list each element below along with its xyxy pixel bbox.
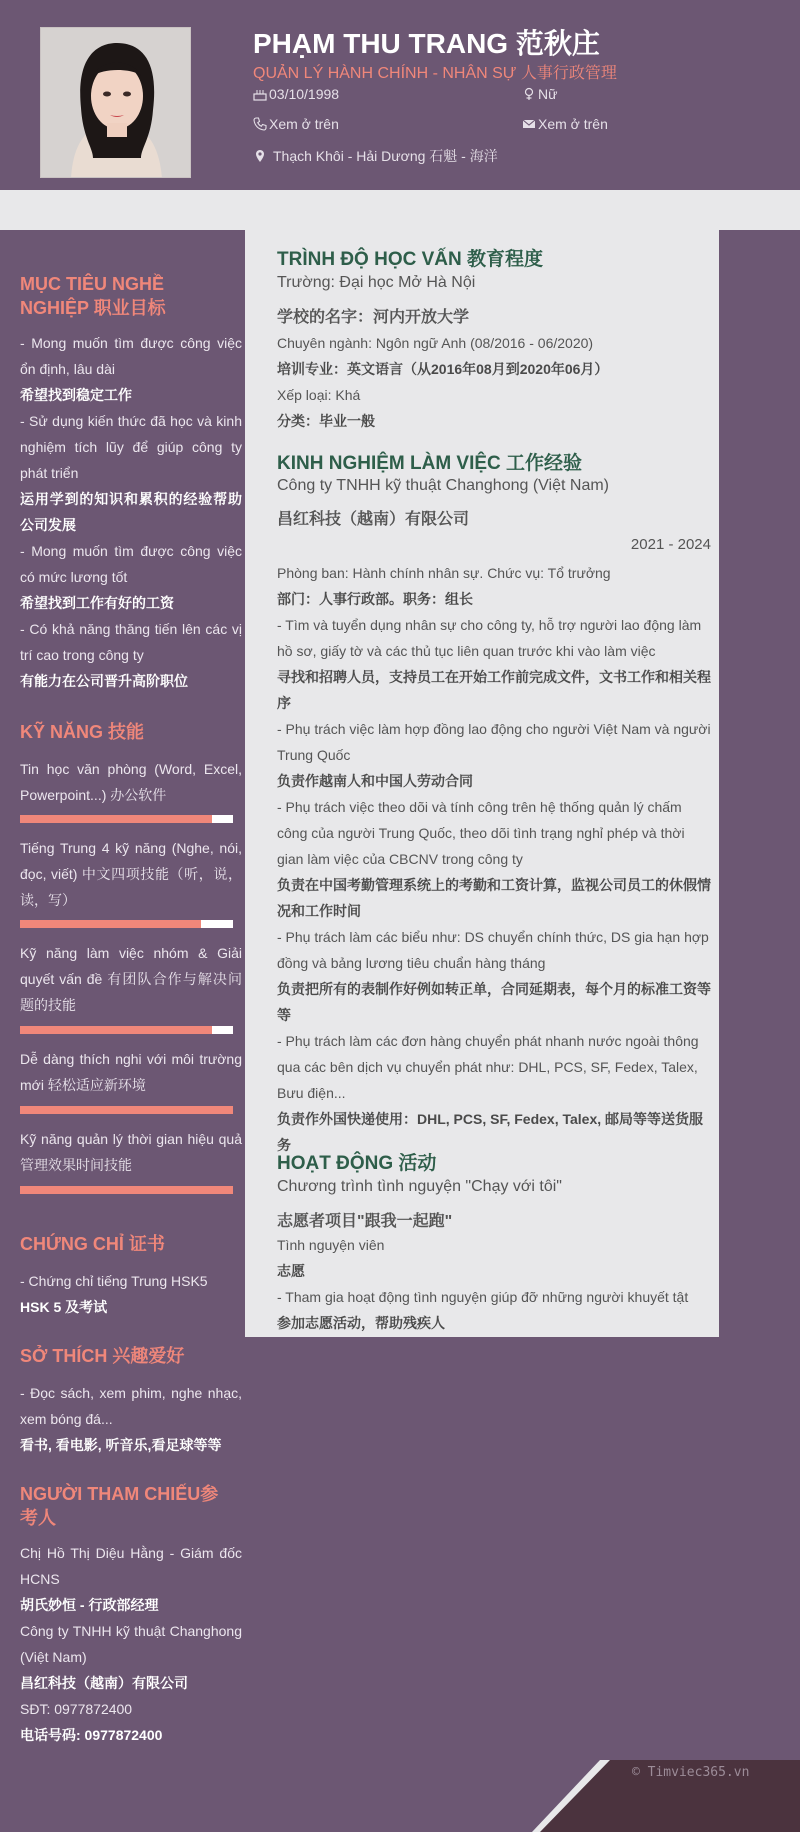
skill-bar (20, 1186, 233, 1194)
experience-line: 负责在中国考勤管理系统上的考勤和工资计算，监视公司员工的休假情况和工作时间 (277, 877, 711, 919)
experience-line: - Phụ trách việc theo dõi và tính công trên hệ thống quản lý chấm công của người Trung Quốc, theo dõi tình trạng nghỉ phép và thời gian làm việc của CBCNV trong công ty (277, 799, 685, 867)
envelope-icon (522, 117, 536, 131)
activity-line: Tình nguyện viên (277, 1237, 385, 1253)
email-value: Xem ở trên (538, 116, 608, 132)
experience-line: 负责把所有的表制作好例如转正单，合同延期表，每个月的标准工资等等 (277, 981, 711, 1023)
phone-row (253, 116, 339, 132)
female-icon (522, 87, 536, 101)
career-item-cn: 运用学到的知识和累积的经验帮助公司发展 (20, 491, 242, 533)
career-item: - Mong muốn tìm được công việc có mức lương tốt (20, 543, 242, 585)
education-school-cn: 学校的名字：河内开放大学 (277, 309, 470, 326)
skill-label: Kỹ năng quản lý thời gian hiệu quả 管理效果时间技能 (20, 1131, 242, 1173)
skills-heading: KỸ NĂNG 技能 (20, 722, 145, 742)
skill-bar-fill (20, 1186, 233, 1194)
reference-line: Chị Hồ Thị Diệu Hằng - Giám đốc HCNS (20, 1545, 242, 1587)
career-item-cn: 有能力在公司晋升高阶职位 (20, 673, 188, 689)
job-title: QUẢN LÝ HÀNH CHÍNH - NHÂN SỰ 人事行政管理 (253, 65, 617, 82)
reference-line: SĐT: 0977872400 (20, 1701, 133, 1717)
hobby-item: - Đọc sách, xem phim, nghe nhạc, xem bóng đá... (20, 1385, 242, 1427)
career-item-cn: 希望找到稳定工作 (20, 387, 132, 403)
address-row (253, 146, 498, 166)
phone-value: Xem ở trên (269, 116, 339, 132)
location-pin-icon (253, 149, 267, 163)
gender-row (522, 86, 557, 102)
experience-line: Phòng ban: Hành chính nhân sự. Chức vụ: Tổ trưởng (277, 565, 611, 581)
cake-icon (253, 87, 267, 101)
education-major-cn: 培训专业：英文语言（从2016年08月到2020年06月） (277, 361, 609, 377)
skill-bar-fill (20, 920, 201, 928)
skill-label: Tin học văn phòng (Word, Excel, Powerpoint...) 办公软件 (20, 761, 242, 803)
hobbies-heading: SỞ THÍCH 兴趣爱好 (20, 1346, 185, 1366)
experience-line: 负责作外国快递使用：DHL, PCS, SF, Fedex, Talex, 邮局等等送货服务 (277, 1111, 704, 1153)
skill-label: Tiếng Trung 4 kỹ năng (Nghe, nói, đọc, viết) 中文四项技能（听，说，读，写） (20, 840, 242, 908)
reference-line: 电话号码: 0977872400 (20, 1727, 163, 1743)
experience-heading: KINH NGHIỆM LÀM VIỆC 工作经验 (277, 453, 583, 474)
experience-line: 负责作越南人和中国人劳动合同 (277, 773, 473, 789)
email-row (522, 116, 608, 132)
dob-value: 03/10/1998 (269, 86, 340, 102)
address-value: Thạch Khôi - Hải Dương 石魁 - 海洋 (273, 148, 498, 164)
experience-line: 寻找和招聘人员，支持员工在开始工作前完成文件，文书工作和相关程序 (277, 669, 711, 711)
watermark: © Timviec365.vn (632, 1765, 750, 1780)
career-item-cn: 希望找到工作有好的工资 (20, 595, 174, 611)
phone-icon (253, 117, 267, 131)
activity-line: - Tham gia hoạt động tình nguyện giúp đỡ những người khuyết tật (277, 1289, 689, 1305)
experience-company: Công ty TNHH kỹ thuật Changhong (Việt Nam) (277, 477, 610, 494)
experience-company-cn: 昌红科技（越南）有限公司 (277, 511, 470, 528)
activity-line: 参加志愿活动，帮助残疾人 (277, 1315, 445, 1331)
skill-label: Dễ dàng thích nghi với môi trường mới 轻松适应新环境 (20, 1051, 242, 1093)
skill-bar-fill (20, 1106, 233, 1114)
activity-line: 志愿 (277, 1263, 305, 1279)
experience-line: - Phụ trách làm các biểu như: DS chuyển chính thức, DS gia hạn hợp đồng và bảng lương tiêu chuẩn hàng tháng (277, 929, 709, 971)
skill-bar (20, 1106, 233, 1114)
experience-line: - Tìm và tuyển dụng nhân sự cho công ty, hỗ trợ người lao động làm hồ sơ, giấy tờ và các thủ tục liên quan trước khi vào làm việc (277, 617, 702, 659)
experience-period: 2021 - 2024 (630, 536, 711, 553)
education-grade: Xếp loại: Khá (277, 387, 361, 403)
certificates-heading: CHỨNG CHỈ 证书 (20, 1234, 165, 1254)
education-school: Trường: Đại học Mở Hà Nội (277, 274, 476, 291)
cv-header (0, 0, 800, 190)
skill-bar (20, 1026, 233, 1034)
dob-row (253, 86, 339, 102)
career-item: - Có khả năng thăng tiến lên các vị trí cao trong công ty (20, 621, 242, 663)
references-heading: NGƯỜI THAM CHIẾU参考人 (20, 1484, 219, 1528)
education-heading: TRÌNH ĐỘ HỌC VẤN 教育程度 (277, 249, 544, 270)
reference-line: 昌红科技（越南）有限公司 (20, 1675, 188, 1691)
skill-bar-fill (20, 1026, 212, 1034)
education-grade-cn: 分类：毕业一般 (277, 413, 375, 429)
activity-program-cn: 志愿者项目"跟我一起跑" (277, 1213, 453, 1230)
skill-bar (20, 815, 233, 823)
career-objective-heading: MỤC TIÊU NGHỀ NGHIỆP 职业目标 (20, 274, 166, 318)
education-major: Chuyên ngành: Ngôn ngữ Anh (08/2016 - 06/2020) (277, 335, 594, 351)
header-divider-band (0, 190, 800, 230)
right-column (245, 230, 719, 1337)
experience-line: - Phụ trách làm các đơn hàng chuyển phát nhanh nước ngoài thông qua các bên dịch vụ chuyển phát như: DHL, PCS, SF, Fedex, Talex, Bưu điện... (277, 1033, 699, 1101)
gender-value: Nữ (538, 86, 558, 102)
reference-line: Công ty TNHH kỹ thuật Changhong (Việt Nam) (20, 1623, 242, 1665)
experience-line: - Phụ trách việc làm hợp đồng lao động cho người Việt Nam và người Trung Quốc (277, 721, 711, 763)
skill-label: Kỹ năng làm việc nhóm & Giải quyết vấn đề 有团队合作与解决问题的技能 (20, 945, 242, 1013)
experience-line: 部门：人事行政部。职务：组长 (277, 591, 473, 607)
hobby-item-cn: 看书, 看电影, 听音乐,看足球等等 (20, 1437, 222, 1453)
skill-bar (20, 920, 233, 928)
activity-program: Chương trình tình nguyện "Chạy với tôi" (277, 1178, 562, 1195)
career-item: - Sử dụng kiến thức đã học và kinh nghiệm tích lũy để giúp công ty phát triển (20, 413, 242, 481)
activities-heading: HOẠT ĐỘNG 活动 (277, 1153, 437, 1174)
career-item: - Mong muốn tìm được công việc ổn định, lâu dài (20, 335, 242, 377)
skill-bar-fill (20, 815, 212, 823)
reference-line: 胡氏妙恒 - 行政部经理 (20, 1597, 159, 1613)
certificate-item-cn: HSK 5 及考试 (20, 1299, 108, 1315)
candidate-name: PHẠM THU TRANG 范秋庄 (253, 28, 600, 59)
profile-photo (40, 27, 191, 178)
certificate-item: - Chứng chỉ tiếng Trung HSK5 (20, 1273, 208, 1289)
